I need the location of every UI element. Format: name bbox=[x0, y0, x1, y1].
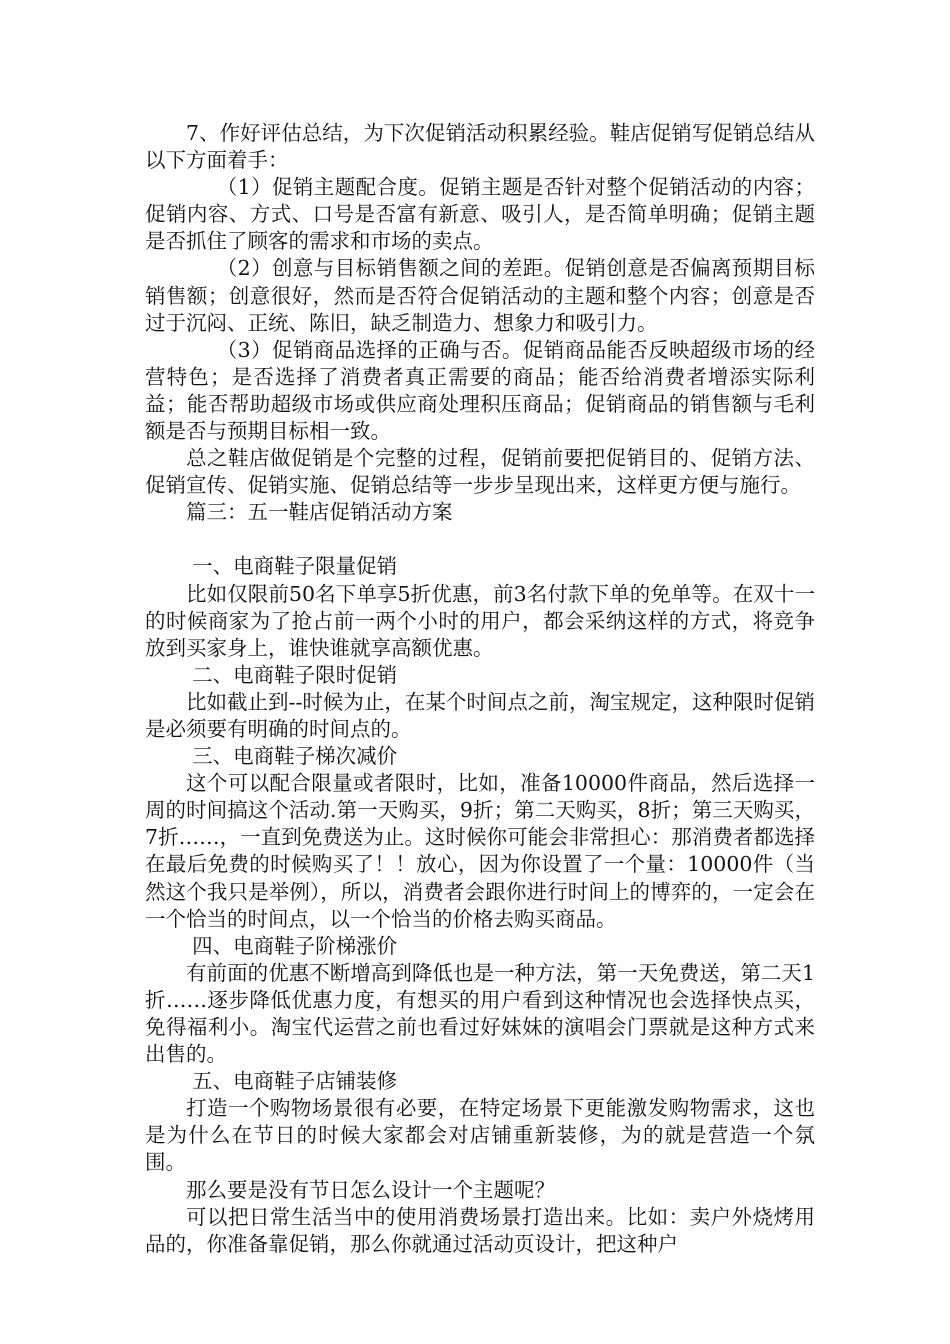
paragraph-limited-time: 比如截止到--时候为止，在某个时间点之前，淘宝规定，这种限时促销是必须要有明确的时间点的。 bbox=[145, 689, 815, 741]
paragraph-product-selection: （3）促销商品选择的正确与否。促销商品能否反映超级市场的经营特色；是否选择了消费者真正需要的商品；能否给消费者增添实际利益；能否帮助超级市场或供应商处理积压商品；促销商品的销售额与毛利额是否与预期目标相一致。 bbox=[145, 337, 815, 444]
paragraph-evaluation-summary: 7、作好评估总结，为下次促销活动积累经验。鞋店促销写促销总结从以下方面着手： bbox=[145, 121, 815, 173]
paragraph-theme-fit: （1）促销主题配合度。促销主题是否针对整个促销活动的内容；促销内容、方式、口号是否富有新意、吸引人，是否简单明确；促销主题是否抓住了顾客的需求和市场的卖点。 bbox=[145, 175, 815, 254]
heading-step-price-increase: 四、电商鞋子阶梯涨价 bbox=[192, 933, 398, 958]
heading-limited-quantity: 一、电商鞋子限量促销 bbox=[192, 554, 398, 579]
paragraph-store-decoration: 打造一个购物场景很有必要，在特定场景下更能激发购物需求，这也是为什么在节日的时候大家都会对店铺重新装修，为的就是营造一个氛围。 bbox=[145, 1096, 815, 1175]
paragraph-creative-gap: （2）创意与目标销售额之间的差距。促销创意是否偏离预期目标销售额；创意很好，然而是否符合促销活动的主题和整个内容；创意是否过于沉闷、正统、陈旧，缺乏制造力、想象力和吸引力。 bbox=[145, 256, 815, 335]
paragraph-consumption-scene: 可以把日常生活当中的使用消费场景打造出来。比如：卖户外烧烤用品的，你准备靠促销，那么你就通过活动页设计，把这种户 bbox=[145, 1204, 815, 1256]
blank-line bbox=[145, 526, 815, 553]
document-body bbox=[145, 120, 815, 1258]
paragraph-tiered-discount: 这个可以配合限量或者限时，比如，准备10000件商品，然后选择一周的时间搞这个活动.第一天购买，9折；第二天购买，8折；第三天购买，7折……，一直到免费送为止。这时候你可能会非常担心：那消费者都选择在最后免费的时候购买了！！放心，因为你设置了一个量：10000件（当然这个我只是举例），所以，消费者会跟你进行时间上的博弈的，一定会在一个恰当的时间点，以一个恰当的价格去购买商品。 bbox=[145, 771, 815, 931]
paragraph-theme-question: 那么要是没有节日怎么设计一个主题呢？ bbox=[186, 1177, 555, 1202]
heading-store-decoration: 五、电商鞋子店铺装修 bbox=[192, 1069, 398, 1094]
paragraph-limited-quantity: 比如仅限前50名下单享5折优惠，前3名付款下单的免单等。在双十一的时候商家为了抢占前一两个小时的用户，都会采纳这样的方式，将竞争放到买家身上，谁快谁就享高额优惠。 bbox=[145, 581, 815, 660]
heading-tiered-discount: 三、电商鞋子梯次减价 bbox=[192, 744, 398, 769]
section-title-part3: 篇三：五一鞋店促销活动方案 bbox=[186, 500, 453, 525]
paragraph-conclusion: 总之鞋店做促销是个完整的过程，促销前要把促销目的、促销方法、促销宣传、促销实施、促销总结等一步步呈现出来，这样更方便与施行。 bbox=[145, 446, 815, 498]
heading-limited-time: 二、电商鞋子限时促销 bbox=[192, 662, 398, 687]
paragraph-step-price-increase: 有前面的优惠不断增高到降低也是一种方法，第一天免费送，第二天1折……逐步降低优惠力度，有想买的用户看到这种情况也会选择快点买，免得福利小。淘宝代运营之前也看过好妹妹的演唱会门票就是这种方式来出售的。 bbox=[145, 960, 815, 1067]
